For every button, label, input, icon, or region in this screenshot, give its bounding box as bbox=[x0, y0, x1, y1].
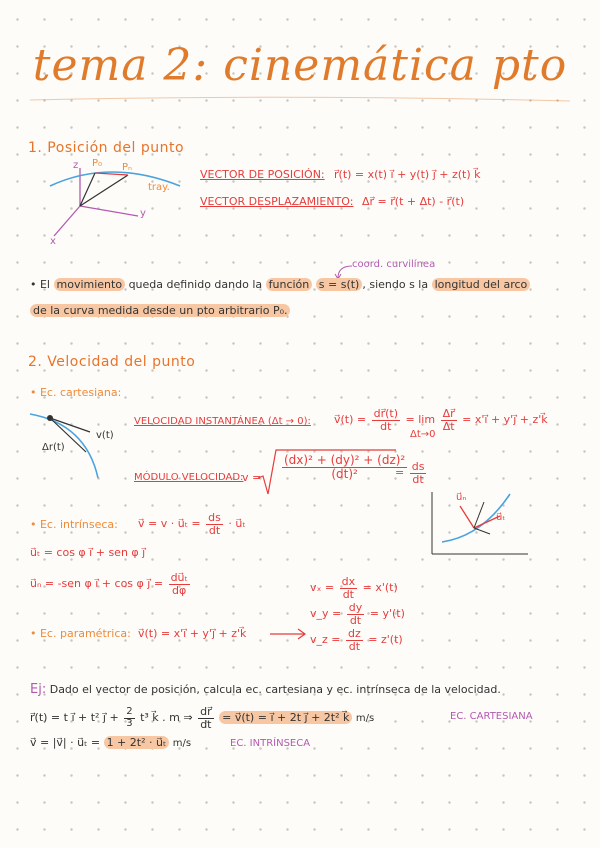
text-movimiento: movimiento bbox=[54, 278, 126, 291]
example-statement-line bbox=[30, 682, 501, 697]
vector-desplazamiento-label: VECTOR DESPLAZAMIENTO: bbox=[200, 195, 354, 208]
intrinsic-diagram bbox=[430, 490, 530, 560]
text-queda: queda definido dando la bbox=[128, 278, 263, 291]
example-label: Ej: bbox=[30, 682, 47, 697]
ex1-frac-d: 3 bbox=[126, 717, 133, 729]
section-1-header: 1. Posición del punto bbox=[28, 140, 185, 156]
vx-formula bbox=[310, 576, 398, 600]
vz-formula bbox=[310, 628, 403, 652]
ex1-d-den: dt bbox=[200, 717, 212, 731]
vz-rhs: = z'(t) bbox=[368, 633, 403, 647]
ex1-frac-n: 2 bbox=[126, 706, 133, 718]
vz-lhs: v_z = bbox=[310, 633, 341, 647]
un-lhs: u⃗ₙ = -sen φ i⃗ + cos φ j⃗ = bbox=[30, 577, 164, 591]
vi-f1-num: dr⃗(t) bbox=[373, 407, 399, 420]
modulo-ds: ds bbox=[411, 460, 425, 473]
vi-rhs: = x'i⃗ + y'j⃗ + z'k⃗ bbox=[462, 413, 548, 427]
page-title: tema 2: cinemática pto bbox=[32, 40, 568, 91]
ex2-result: 1 + 2t² · u⃗ₜ bbox=[104, 736, 170, 749]
vy-lhs: v_y = bbox=[310, 607, 342, 621]
title-underline bbox=[30, 96, 570, 104]
vy-num: dy bbox=[348, 601, 363, 614]
vi-f1-den: dt bbox=[380, 419, 392, 433]
modulo-ds-dt bbox=[395, 461, 428, 485]
vy-den: dt bbox=[349, 613, 362, 627]
intr-num: ds bbox=[208, 511, 221, 524]
velocidad-instantanea-formula bbox=[334, 408, 548, 432]
text-curva: de la curva medida desde un pto arbitrario P₀. bbox=[30, 304, 290, 317]
vi-f2-num: Δr⃗ bbox=[442, 407, 455, 420]
movimiento-text-line2 bbox=[30, 304, 290, 317]
modulo-dt: dt bbox=[412, 472, 424, 486]
vector-posicion-formula: r⃗(t) = x(t) i⃗ + y(t) j⃗ + z(t) k⃗ bbox=[334, 168, 481, 181]
vi-lhs: v⃗(t) = bbox=[334, 413, 367, 427]
intrinseca-formula bbox=[138, 512, 246, 536]
coord-curvilinea-note: coord. curvilínea bbox=[352, 259, 436, 270]
text-bullet: • El bbox=[30, 278, 50, 291]
modulo-v: v = bbox=[242, 471, 262, 484]
vy-rhs: = y'(t) bbox=[369, 607, 405, 621]
modulo-velocidad-label: MÓDULO VELOCIDAD: bbox=[134, 472, 244, 483]
parametrica-label: • Ec. paramétrica: bbox=[30, 627, 131, 640]
un-den: dφ bbox=[172, 583, 187, 597]
ex1-lhs: r⃗(t) = t i⃗ + t² j⃗ + bbox=[30, 711, 119, 725]
text-siendo: siendo s la bbox=[369, 278, 429, 291]
vz-den: dt bbox=[348, 639, 361, 653]
movimiento-text-line1: • El movimiento queda definido dando la función s = s(t) , siendo s la longitud del arco bbox=[30, 278, 530, 291]
parametrica-formula: v⃗(t) = x'i⃗ + y'j⃗ + z'k⃗ bbox=[138, 627, 247, 640]
un-num: du⃗ₜ bbox=[170, 571, 188, 584]
velocidad-instantanea-label: VELOCIDAD INSTANTÁNEA (Δt → 0): bbox=[134, 416, 311, 427]
vi-lim: = lim bbox=[405, 413, 436, 427]
fig3-ut-label: u⃗ₜ bbox=[496, 512, 506, 523]
fig1-pn-label: Pₙ bbox=[122, 162, 133, 173]
fig3-un-label: u⃗ₙ bbox=[456, 492, 467, 503]
ex1-tail: t³ k⃗ . m ⇒ bbox=[140, 711, 193, 725]
vi-f2-den: Δt bbox=[442, 419, 455, 433]
vx-den: dt bbox=[342, 587, 354, 601]
text-funcion: función bbox=[266, 278, 313, 291]
ec-intrinseca-tag: EC. INTRÍNSECA bbox=[230, 738, 311, 749]
vector-desplazamiento-formula: Δr⃗ = r⃗(t + Δt) - r⃗(t) bbox=[362, 195, 465, 208]
fig1-z-label: z bbox=[73, 160, 79, 171]
example-line1 bbox=[30, 706, 374, 730]
intr-tail: · u⃗ₜ bbox=[228, 517, 246, 531]
modulo-den: (dt)² bbox=[331, 466, 358, 481]
vy-formula bbox=[310, 602, 405, 626]
text-longitud: longitud del arco bbox=[432, 278, 531, 291]
ex1-result: = v⃗(t) = i⃗ + 2t j⃗ + 2t² k⃗ bbox=[219, 711, 352, 724]
velocity-diagram bbox=[28, 410, 108, 480]
text-s-eq: s = s(t) bbox=[316, 278, 363, 291]
fig1-y-label: y bbox=[140, 208, 146, 219]
ut-formula: u⃗ₜ = cos φ i⃗ + sen φ j⃗ bbox=[30, 546, 146, 559]
section-2-header: 2. Velocidad del punto bbox=[28, 354, 196, 370]
fig2-v-label: v(t) bbox=[96, 430, 114, 441]
position-diagram bbox=[40, 160, 190, 250]
intrinseca-label: • Ec. intrínseca: bbox=[30, 518, 118, 531]
modulo-fraction bbox=[280, 454, 409, 480]
ec-cartesiana-tag: EC. CARTESIANA bbox=[450, 711, 533, 722]
ex1-d-num: dr⃗ bbox=[200, 705, 212, 718]
vi-lim-sub: Δt→0 bbox=[410, 429, 436, 440]
vector-posicion-label: VECTOR DE POSICIÓN: bbox=[200, 168, 325, 181]
vz-num: dz bbox=[348, 627, 361, 640]
fig1-x-label: x bbox=[50, 236, 56, 247]
parametrica-arrow bbox=[270, 628, 310, 640]
example-statement: Dado el vector de posición, calcula ec. cartesiana y ec. intrínseca de la velocidad. bbox=[49, 683, 501, 696]
intr-lhs: v⃗ = v · u⃗ₜ = bbox=[138, 517, 201, 531]
ex2-unit: m/s bbox=[172, 738, 192, 749]
intr-den: dt bbox=[208, 523, 221, 537]
modulo-eq: = bbox=[395, 466, 405, 480]
example-line2 bbox=[30, 736, 191, 749]
fig1-tray-label: tray. bbox=[148, 182, 170, 193]
vx-rhs: = x'(t) bbox=[362, 581, 398, 595]
vx-lhs: vₓ = bbox=[310, 581, 335, 595]
fig1-p0-label: P₀ bbox=[92, 158, 103, 169]
ex2-lhs: v⃗ = |v⃗| · u⃗ₜ = bbox=[30, 736, 101, 749]
cartesiana-label: • Ec. cartesiana: bbox=[30, 386, 122, 399]
un-formula bbox=[30, 572, 192, 596]
vx-num: dx bbox=[341, 575, 356, 588]
modulo-num: (dx)² + (dy)² + (dz)² bbox=[284, 453, 406, 467]
ex1-unit: m/s bbox=[355, 713, 375, 725]
fig2-dr-label: Δr(t) bbox=[42, 442, 65, 453]
